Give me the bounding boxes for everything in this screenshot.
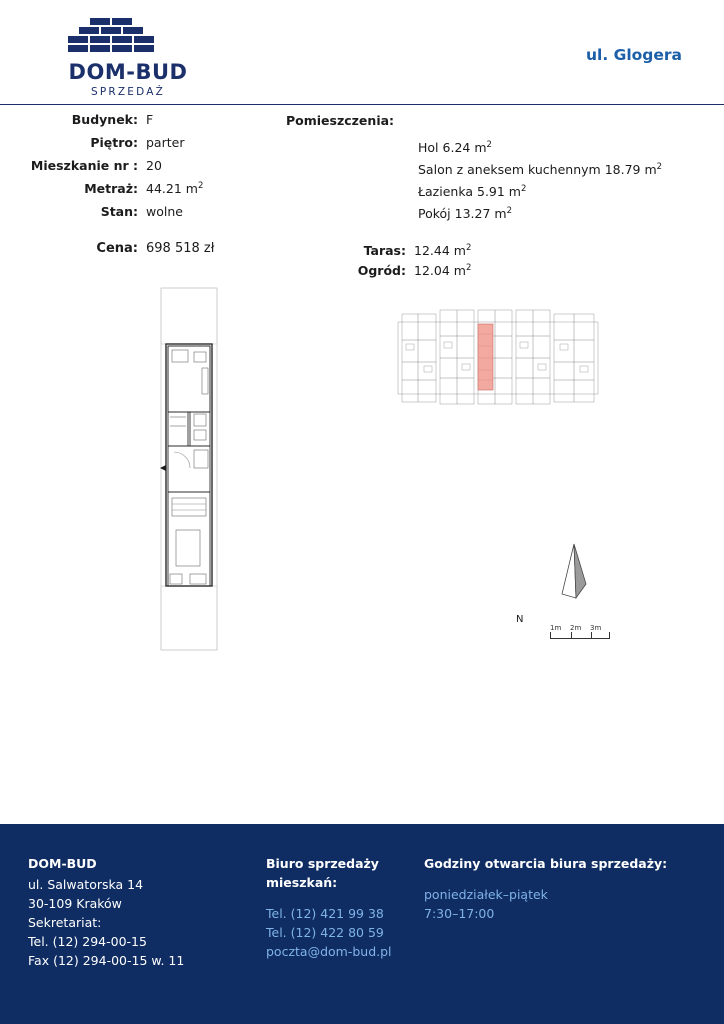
compass-needle-icon	[516, 540, 612, 616]
list-item: Hol 6.24 $m^2$	[418, 139, 492, 155]
brick-logo-icon	[66, 18, 162, 58]
footer-address-line1: ul. Salwatorska 14	[28, 877, 144, 892]
sales-phone-link-1[interactable]: Tel. (12) 421 99 38	[266, 906, 384, 921]
flat-number-label: Mieszkanie nr :	[30, 158, 138, 173]
opening-hours-title: Godziny otwarcia biura sprzedaży:	[424, 856, 668, 871]
opening-hours-time: 7:30–17:00	[424, 906, 495, 921]
area-label: Metraż:	[84, 181, 138, 196]
scale-tick: 3m	[590, 624, 602, 632]
scale-rule	[550, 632, 610, 639]
compass-north-label: N	[516, 614, 524, 625]
scale-tick-labels	[550, 624, 610, 632]
footer-hours-column	[424, 856, 704, 923]
extras-list	[286, 243, 706, 278]
detail-row-flat-number	[0, 158, 270, 173]
sales-office-title-line2: mieszkań:	[266, 875, 338, 890]
garden-label: Ogród:	[357, 263, 406, 278]
apartment-floor-plan	[150, 286, 240, 652]
floor-label: Piętro:	[90, 135, 138, 150]
footer-sales-column	[266, 856, 416, 961]
list-item: Łazienka 5.91 $m^2$	[418, 183, 527, 199]
page-footer	[0, 824, 724, 1024]
compass-and-scale	[516, 540, 612, 650]
flat-number-value: 20	[146, 158, 162, 173]
room-area: 5.91 m	[477, 184, 521, 199]
extra-row-garden	[286, 263, 706, 278]
room-area: 6.24 m	[442, 140, 487, 155]
room-name: Salon z aneksem kuchennym	[418, 162, 601, 177]
logo-subtitle: SPRZEDAŻ	[91, 86, 165, 98]
sales-email-link[interactable]: poczta@dom-bud.pl	[266, 944, 392, 959]
footer-company-name: DOM-BUD	[28, 856, 97, 871]
area-value: 44.21 $m^2$	[146, 180, 204, 196]
terrace-value: 12.44 $m^2$	[414, 242, 472, 258]
street-title: ul. Glogera	[585, 46, 682, 64]
price-label: Cena:	[96, 241, 138, 256]
rooms-title: Pomieszczenia:	[286, 113, 395, 128]
detail-row-status	[0, 204, 270, 219]
detail-row-area	[0, 181, 270, 196]
scale-tick: 2m	[570, 624, 582, 632]
status-label: Stan:	[100, 204, 138, 219]
logo-company-name: DOM-BUD	[68, 60, 188, 84]
room-name: Łazienka	[418, 184, 474, 199]
room-name: Pokój	[418, 206, 451, 221]
terrace-label: Taras:	[363, 243, 406, 258]
page-header	[0, 0, 724, 104]
price-value: 698 518 zł	[146, 241, 215, 256]
detail-row-price	[0, 241, 270, 256]
rooms-list	[286, 140, 706, 221]
status-value: wolne	[146, 204, 183, 219]
room-name: Hol	[418, 140, 439, 155]
sales-office-title-line1: Biuro sprzedaży	[266, 856, 379, 871]
opening-hours-days: poniedziałek–piątek	[424, 887, 548, 902]
building-value: F	[146, 112, 154, 127]
header-divider	[0, 104, 724, 105]
footer-fax: Fax (12) 294-00-15 w. 11	[28, 953, 185, 968]
footer-company-column	[28, 856, 258, 970]
detail-row-building	[0, 112, 270, 127]
footer-telephone: Tel. (12) 294-00-15	[28, 934, 147, 949]
rooms-section	[286, 113, 706, 283]
room-area: 18.79 m	[604, 162, 657, 177]
footer-secretariat-label: Sekretariat:	[28, 915, 102, 930]
sales-phone-link-2[interactable]: Tel. (12) 422 80 59	[266, 925, 384, 940]
list-item: Salon z aneksem kuchennym 18.79 $m^2$	[418, 161, 663, 177]
floor-value: parter	[146, 135, 185, 150]
detail-row-floor	[0, 135, 270, 150]
apartment-details	[0, 112, 270, 264]
garden-value: 12.04 $m^2$	[414, 262, 472, 278]
list-item: Pokój 13.27 $m^2$	[418, 205, 512, 221]
building-label: Budynek:	[71, 112, 138, 127]
room-area: 13.27 m	[454, 206, 507, 221]
scale-bar	[550, 624, 610, 639]
extra-row-terrace	[286, 243, 706, 258]
building-key-plan	[396, 300, 600, 412]
footer-address-line2: 30-109 Kraków	[28, 896, 122, 911]
scale-tick: 1m	[550, 624, 562, 632]
